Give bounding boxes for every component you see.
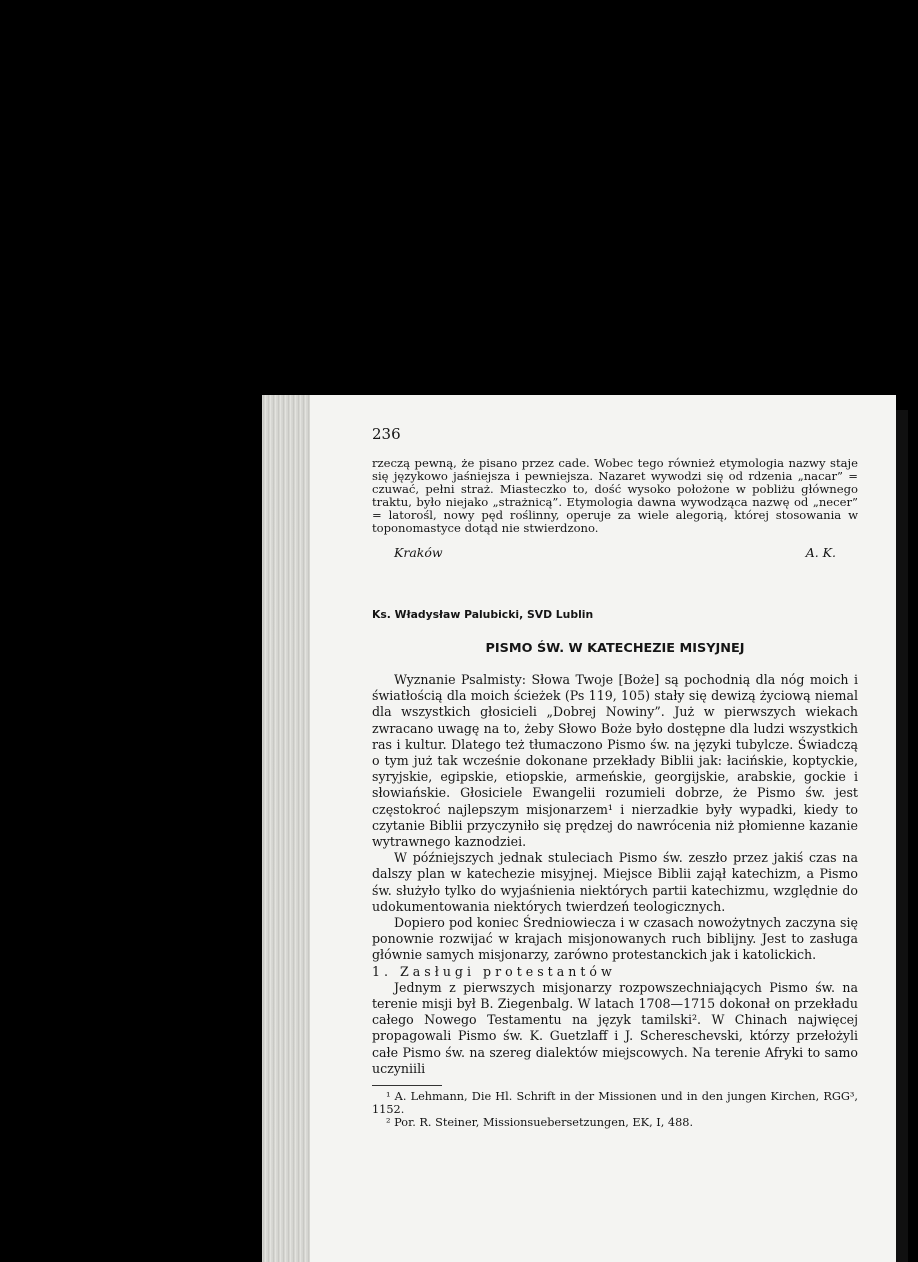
signature-place: Kraków: [394, 545, 443, 560]
article-body: [372, 672, 858, 1077]
footnote-rule: [372, 1085, 442, 1086]
page-content: [372, 425, 858, 1129]
signature-initials: A. K.: [805, 545, 836, 560]
footnotes: [372, 1090, 858, 1129]
page-number: 236: [372, 425, 401, 443]
signature-line: [394, 545, 836, 560]
facing-page-edge: [896, 395, 918, 1262]
paragraph-1: Wyznanie Psalmisty: Słowa Twoje [Boże] są pochodnią dla nóg moich i światłością dla moich ścieżek (Ps 119, 105) stały się dewizą życiową niemal dla wszystkich głosicieli „Dobrej Nowiny”. Już w pierwszych wiekach zwracano uwagę na to, żeby Słowo Boże było dostępne dla ludzi wszystkich ras i kultur. Dlatego też tłumaczono Pismo św. na języki tubylcze. Świadczą o tym już tak wcześnie dokonane przekłady Biblii jak: łacińskie, koptyckie, syryjskie, egipskie, etiopskie, armeńskie, georgijskie, arabskie, gockie i słowiańskie. Głosiciele Ewangelii rozumieli dobrze, że Pismo św. jest częstokroć najlepszym misjonarzem¹ i nierzadkie były wypadki, kiedy to czytanie Biblii przyczyniło się prędzej do nawrócenia niż płomienne kazanie wytrawnego kaznodziei.: [372, 672, 858, 850]
footnote-1: ¹ A. Lehmann, Die Hl. Schrift in der Missionen und in den jungen Kirchen, RGG³, 1152.: [372, 1090, 858, 1117]
book-spine-edge: [262, 395, 310, 1262]
paragraph-2: W późniejszych jednak stuleciach Pismo św. zeszło przez jakiś czas na dalszy plan w katechezie misyjnej. Miejsce Biblii zajął katechizm, a Pismo św. służyło tylko do wyjaśnienia niektórych partii katechizmu, względnie do udokumentowania niektórych twierdzeń teologicznych.: [372, 850, 858, 914]
section-heading: 1. Zasługi protestantów: [372, 963, 616, 979]
article-author: Ks. Władysław Palubicki, SVD Lublin: [372, 608, 594, 621]
article-title: PISMO ŚW. W KATECHEZIE MISYJNEJ: [485, 641, 745, 656]
paragraph-3: Dopiero pod koniec Średniowiecza i w czasach nowożytnych zaczyna się ponownie rozwijać w krajach misjonowanych ruch biblijny. Jest to zasługa głównie samych misjonarzy, zarówno protestanckich jak i katolickich.: [372, 915, 858, 963]
footnote-2: ² Por. R. Steiner, Missionsuebersetzungen, EK, I, 488.: [386, 1116, 694, 1130]
intro-paragraph: rzeczą pewną, że pisano przez cade. Wobec tego również etymologia nazwy staje się językowo jaśniejsza i pewniejsza. Nazaret wywodzi się od rdzenia „nacar” = czuwać, pełni straż. Miasteczko to, dość wysoko położone w pobliżu głównego traktu, było niejako „strażnicą”. Etymologia dawna wywodząca nazwę od „necer” = latorośl, nowy pęd roślinny, operuje za wiele alegorią, której stosowania w toponomastyce dotąd nie stwierdzono.: [372, 456, 858, 535]
section-paragraph: Jednym z pierwszych misjonarzy rozpowszechniających Pismo św. na terenie misji był B. Ziegenbalg. W latach 1708—1715 dokonał on przekładu całego Nowego Testamentu na język tamilski². W Chinach najwięcej propagowali Pismo św. K. Guetzlaff i J. Schereschevski, którzy przełożyli całe Pismo św. na szereg dialektów miejscowych. Na terenie Afryki to samo uczyniili: [372, 979, 858, 1076]
